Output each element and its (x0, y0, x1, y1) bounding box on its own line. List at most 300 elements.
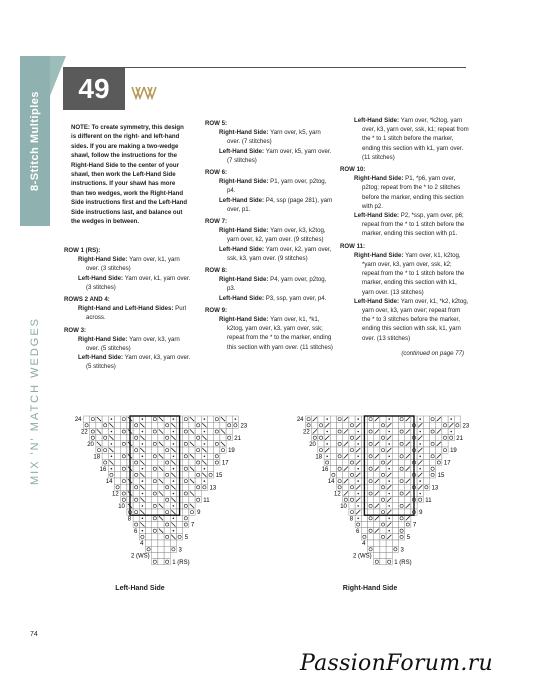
purl-symbol (357, 431, 359, 433)
chart-cell (121, 435, 127, 441)
chart-cell (374, 540, 380, 546)
chart-cell (343, 459, 349, 465)
chart-cell (183, 497, 189, 503)
chart-cell (195, 472, 201, 478)
chart-cell (115, 484, 121, 490)
purl-symbol (326, 418, 328, 420)
chart-cell (164, 515, 170, 521)
chart-cell (146, 453, 152, 459)
chart-cell (318, 441, 324, 447)
chart-cell (392, 540, 398, 546)
chart-cell (158, 422, 164, 428)
chart-cell (183, 509, 189, 515)
chart-cell (343, 497, 349, 503)
side-label: Left-Hand Side: (354, 212, 401, 220)
purl-symbol (357, 505, 359, 507)
row-number: 19 (450, 448, 457, 455)
chart-cell (183, 466, 189, 472)
instruction-entry (348, 297, 470, 343)
chart-cell (430, 422, 436, 428)
chart-cell (183, 435, 189, 441)
chart-cell (133, 503, 139, 509)
chart-cell (405, 509, 411, 515)
chart-cell (374, 422, 380, 428)
chart-cell (405, 459, 411, 465)
instruction-text: Yarn over, k5, yarn over. (7 stitches) (227, 147, 332, 164)
instruction-text: Yarn over, k1, yarn over. (3 stitches) (86, 256, 180, 273)
chart-cell (417, 497, 423, 503)
chart-left-hand-side (56, 412, 266, 582)
chart-cell (214, 447, 220, 453)
purl-symbol (357, 493, 359, 495)
instruction-text: Yarn over, k1, *k2, k2tog, yarn over, k3, yarn over; repeat from the * to 3 stitches before the marker, ending this section with ssk, k1, yarn over. (13 stitches) (362, 297, 469, 342)
chart-cell (189, 509, 195, 515)
chart-cell (133, 447, 139, 453)
chart-cell (368, 459, 374, 465)
chart-cell (380, 509, 386, 515)
purl-symbol (204, 418, 206, 420)
row-number: 3 (400, 547, 404, 554)
chart-cell (399, 459, 405, 465)
purl-symbol (111, 431, 113, 433)
chart-cell (115, 435, 121, 441)
chart-cell (423, 472, 429, 478)
chart-cell (195, 497, 201, 503)
chart-cell (164, 509, 170, 515)
chart-cell (102, 441, 108, 447)
chart-cell (146, 472, 152, 478)
chart-cell (133, 459, 139, 465)
chart-cell (374, 472, 380, 478)
instruction-text: Yarn over, k1, k2tog, *yarn over, k3, yarn over, ssk, k2; repeat from the * to 1 stitch before the marker, ending this section with k1, yarn over. (13 stitches) (362, 251, 465, 296)
instruction-entry (213, 177, 335, 195)
chart-cell (399, 528, 405, 534)
chart-cell (349, 484, 355, 490)
chart-cell (220, 435, 226, 441)
chart-cell (436, 422, 442, 428)
instruction-entry (213, 196, 335, 214)
chart-cell (337, 435, 343, 441)
chart-cell (146, 528, 152, 534)
chart-cell (164, 459, 170, 465)
row-number: 6 (133, 528, 138, 535)
chart-cell (337, 472, 343, 478)
chart-cell (330, 441, 336, 447)
side-label: Right-Hand Side: (354, 251, 406, 259)
row-number: 21 (234, 435, 241, 442)
chart-cell (146, 509, 152, 515)
chart-cell (195, 422, 201, 428)
chart-cell (170, 546, 176, 552)
row-number: 11 (203, 497, 210, 504)
row-header: ROW 7: (205, 218, 228, 226)
chart-cell (374, 484, 380, 490)
chart-cell (84, 422, 90, 428)
chart-cell (214, 441, 220, 447)
chart-cell (220, 447, 226, 453)
chart-cell (399, 478, 405, 484)
chart-cell (195, 453, 201, 459)
chart-cell (164, 416, 170, 422)
chart-cell (374, 546, 380, 552)
purl-symbol (326, 456, 328, 458)
chart-cell (183, 490, 189, 496)
row-number: 13 (431, 485, 439, 492)
instructions-column-3 (340, 116, 470, 358)
chart-cell (380, 528, 386, 534)
chart-cell (158, 472, 164, 478)
chart-cell (152, 528, 158, 534)
purl-symbol (142, 431, 144, 433)
chart-cell (133, 521, 139, 527)
chart-cell (368, 422, 374, 428)
chart-cell (152, 497, 158, 503)
chart-cell (374, 459, 380, 465)
chart-cell (164, 447, 170, 453)
instruction-text: Yarn over, *k2tog, yarn over, k3, yarn over, ssk, k1; repeat from the * to 1 stitch before the marker, ending this section with k1, yarn over. (11 stitches) (362, 117, 469, 161)
row-number: 5 (406, 535, 411, 541)
chart-cell (380, 484, 386, 490)
purl-symbol (450, 431, 452, 433)
side-label: Left-Hand Side: (78, 354, 125, 362)
chart-cell (146, 441, 152, 447)
chart-cell (214, 453, 220, 459)
chart-cell (380, 559, 386, 565)
chart-cell (164, 503, 170, 509)
chart-cell (349, 466, 355, 472)
chart-cell (146, 484, 152, 490)
chart-cell (146, 478, 152, 484)
chart-cell (380, 466, 386, 472)
purl-symbol (173, 480, 175, 482)
chart-cell (392, 503, 398, 509)
chart-cell (164, 453, 170, 459)
chart-cell (454, 422, 460, 428)
instructions-column-2 (205, 116, 335, 352)
chart-cell (405, 521, 411, 527)
chart-cell (214, 422, 220, 428)
purl-symbol (388, 505, 390, 507)
chart-cell (337, 422, 343, 428)
chart-cell (343, 472, 349, 478)
chart-cell (380, 515, 386, 521)
row-header: ROW 1 (RS): (64, 247, 101, 254)
side-label: Right-Hand and Left-Hand Sides: (78, 305, 176, 313)
chart-cell (208, 466, 214, 472)
chart-cell (399, 484, 405, 490)
purl-symbol (419, 431, 421, 433)
instruction-entry (72, 274, 194, 292)
chart-cell (436, 459, 442, 465)
purl-symbol (142, 443, 144, 445)
chart-cell (115, 447, 121, 453)
chart-caption-right: Right-Hand Side (342, 585, 398, 592)
instruction-entry (213, 315, 335, 352)
row-number: 15 (215, 473, 223, 479)
row-number: 8 (349, 516, 354, 523)
chart-cell (430, 472, 436, 478)
side-label: Left-Hand Side: (354, 297, 401, 305)
chart-cell (392, 416, 398, 422)
chart-cell (201, 484, 207, 490)
chart-cell (152, 546, 158, 552)
chart-cell (380, 534, 386, 540)
row-header: ROW 11: (340, 242, 366, 250)
chart-cell (349, 478, 355, 484)
side-label: Right-Hand Side: (219, 227, 271, 235)
watermark: PassionForum.ru (300, 651, 493, 676)
chart-cell (349, 490, 355, 496)
purl-symbol (142, 518, 144, 520)
purl-symbol (388, 431, 390, 433)
chart-cell (380, 546, 386, 552)
instruction-text: P3, ssp, yarn over, p4. (265, 294, 327, 302)
purl-symbol (204, 480, 206, 482)
chart-cell (152, 472, 158, 478)
chart-cell (152, 515, 158, 521)
chart-cell (380, 472, 386, 478)
side-label: Right-Hand Side: (354, 175, 406, 183)
chart-cell (208, 472, 214, 478)
chart-cell (195, 490, 201, 496)
chart-cell (146, 422, 152, 428)
chart-cell (368, 515, 374, 521)
chart-cell (330, 435, 336, 441)
chart-cell (405, 484, 411, 490)
chart-cell (330, 453, 336, 459)
chart-cell (121, 422, 127, 428)
side-label: Left-Hand Side: (219, 196, 266, 204)
chart-cell (152, 478, 158, 484)
chart-cell (368, 503, 374, 509)
chart-cell (392, 534, 398, 540)
row-number: 22 (81, 429, 88, 436)
chart-cell (90, 422, 96, 428)
chart-cell (208, 441, 214, 447)
chart-cell (368, 509, 374, 515)
purl-symbol (419, 418, 421, 420)
chart-cell (399, 466, 405, 472)
chart-cell (380, 490, 386, 496)
purl-symbol (111, 443, 113, 445)
chart-cell (133, 428, 139, 434)
wedge-icon (131, 86, 157, 100)
chart-cell (146, 497, 152, 503)
purl-symbol (419, 456, 421, 458)
row-number: 13 (209, 485, 217, 492)
instruction-text: Yarn over, k1, yarn over. (3 stitches) (86, 274, 191, 291)
chart-cell (115, 459, 121, 465)
instruction-entry (213, 147, 335, 165)
purl-symbol (388, 493, 390, 495)
chart-cell (146, 435, 152, 441)
chart-cell (448, 435, 454, 441)
chart-cell (220, 422, 226, 428)
chart-cell (330, 428, 336, 434)
chart-cell (392, 472, 398, 478)
instruction-entry (72, 335, 194, 353)
chart-cell (158, 447, 164, 453)
chart-right-hand-side (278, 412, 488, 582)
row-number: 1 (RS) (172, 559, 190, 566)
chart-cell (183, 478, 189, 484)
row-number: 14 (105, 479, 113, 486)
row-header: ROW 9: (205, 306, 228, 314)
side-label: Right-Hand Side: (219, 316, 271, 324)
instruction-text: P1, *p6, yarn over, p2tog; repeat from the * to 2 stitches before the marker, ending this section with p2. (362, 175, 464, 210)
chart-cell (399, 422, 405, 428)
chart-cell (133, 490, 139, 496)
chart-cell (392, 478, 398, 484)
chart-cell (158, 534, 164, 540)
chart-cell (189, 497, 195, 503)
instruction-entry (213, 226, 335, 244)
chart-cell (102, 422, 108, 428)
chart-cell (146, 503, 152, 509)
chart-cell (374, 521, 380, 527)
chart-cell (380, 428, 386, 434)
instruction-text: P1, yarn over, p2tog, p4. (227, 178, 327, 195)
chart-cell (430, 453, 436, 459)
chart-cell (454, 416, 460, 422)
chart-cell (399, 447, 405, 453)
chart-cell (208, 435, 214, 441)
chart-cell (133, 478, 139, 484)
instruction-text: Yarn over, k3, yarn over. (5 stitches) (86, 335, 180, 353)
purl-symbol (204, 456, 206, 458)
row-number: 16 (321, 466, 329, 473)
chart-cell (189, 484, 195, 490)
chart-cell (368, 521, 374, 527)
instruction-entry (348, 211, 470, 239)
chart-cell (368, 528, 374, 534)
chart-cell (442, 441, 448, 447)
chart-cell (337, 459, 343, 465)
chart-cell (343, 484, 349, 490)
chart-cell (343, 447, 349, 453)
chart-cell (146, 534, 152, 540)
chart-cell (361, 528, 367, 534)
chart-cell (164, 497, 170, 503)
chart-cell (152, 459, 158, 465)
chart-cell (392, 521, 398, 527)
row-number: 17 (443, 460, 451, 467)
chart-cell (380, 540, 386, 546)
instruction-entry (213, 275, 335, 293)
chart-cell (90, 416, 96, 422)
instruction-text: Yarn over, k5, yarn over. (7 stitches) (227, 129, 321, 146)
chart-cell (158, 497, 164, 503)
purl-symbol (388, 518, 390, 520)
chart-cell (368, 447, 374, 453)
side-label: Right-Hand Side: (219, 276, 271, 284)
chart-cell (164, 534, 170, 540)
purl-symbol (388, 443, 390, 445)
row-header: ROW 8: (205, 267, 228, 275)
row-number: 2 (WS) (131, 553, 150, 560)
chart-cell (318, 435, 324, 441)
chart-cell (399, 472, 405, 478)
instruction-text: Yarn over, k3, yarn over. (5 stitches) (86, 354, 191, 371)
chart-cell (152, 435, 158, 441)
chart-cell (115, 466, 121, 472)
chart-cell (146, 428, 152, 434)
chart-cell (430, 447, 436, 453)
chart-cell (164, 521, 170, 527)
chart-cell (133, 509, 139, 515)
chart-cell (436, 447, 442, 453)
row-header: ROW 10: (340, 166, 366, 174)
chart-cell (226, 422, 232, 428)
chart-cell (349, 472, 355, 478)
chart-cell (84, 416, 90, 422)
side-label: Left-Hand Side: (219, 245, 266, 253)
chart-cell (392, 515, 398, 521)
chart-cell (226, 416, 232, 422)
chart-cell (349, 447, 355, 453)
chart-cell (392, 509, 398, 515)
chart-cell (152, 503, 158, 509)
chart-cell (442, 447, 448, 453)
chart-cell (214, 435, 220, 441)
chart-cell (121, 497, 127, 503)
chart-cell (90, 428, 96, 434)
pattern-note: NOTE: To create symmetry, this design is different on the right- and left-hand sides. If you are making a two-wedge shawl, follow the instructions for the Right-Hand Side to the center of your shawl, then work the Left-Hand Side instructions. If your shawl has more than two wedges, work the Right-Hand Side instructions first and the Left-Hand Side instructions last, and balance out the wedges in between. (71, 124, 188, 226)
chart-cell (337, 466, 343, 472)
instruction-text: Yarn over, k2, yarn over, ssk, k3, yarn over. (9 stitches) (227, 245, 332, 262)
purl-symbol (357, 480, 359, 482)
chart-cell (337, 447, 343, 453)
instruction-text: Purl across. (86, 305, 187, 322)
chart-cell (164, 540, 170, 546)
chart-cell (361, 534, 367, 540)
chapter-label: MIX 'N' MATCH WEDGES (29, 316, 41, 486)
chart-cell (152, 521, 158, 527)
chart-cell (158, 509, 164, 515)
chart-cell (183, 484, 189, 490)
chart-cell (330, 466, 336, 472)
chart-cell (399, 453, 405, 459)
row-number: 10 (118, 504, 125, 510)
chart-cell (405, 447, 411, 453)
chart-cell (164, 546, 170, 552)
side-label: Left-Hand Side: (78, 274, 125, 282)
chart-cell (115, 441, 121, 447)
chart-cell (183, 515, 189, 521)
chart-cell (374, 552, 380, 558)
chart-cell (392, 453, 398, 459)
chart-cell (392, 528, 398, 534)
row-number: 20 (309, 442, 316, 448)
chart-cell (306, 422, 312, 428)
chart-cell (399, 490, 405, 496)
chart-cell (392, 497, 398, 503)
purl-symbol (235, 418, 237, 420)
chart-cell (152, 509, 158, 515)
chart-cell (214, 416, 220, 422)
chart-cell (380, 459, 386, 465)
chart-cell (164, 490, 170, 496)
chart-cell (330, 472, 336, 478)
instruction-entry (348, 174, 470, 211)
chart-cell (189, 447, 195, 453)
chart-cell (133, 515, 139, 521)
chart-cell (102, 447, 108, 453)
chart-cell (343, 422, 349, 428)
purl-symbol (388, 418, 390, 420)
chart-cell (170, 540, 176, 546)
purl-symbol (142, 418, 144, 420)
